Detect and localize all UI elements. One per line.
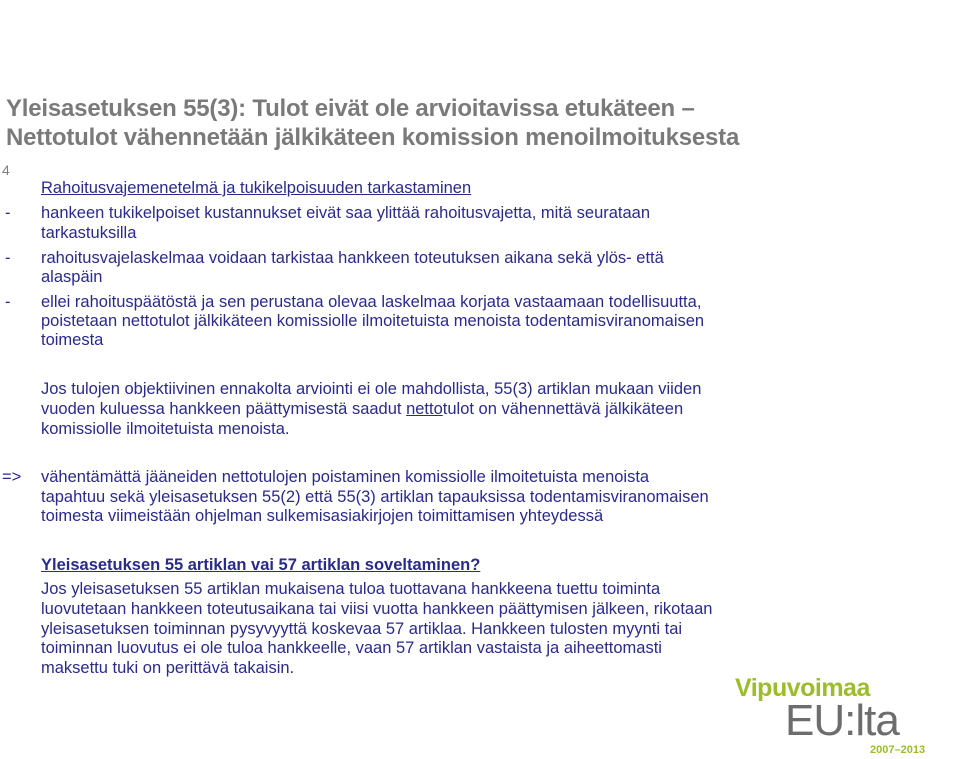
- bullet-2-line-2: alaspäin: [41, 268, 103, 286]
- page-number: 4: [2, 162, 10, 178]
- title-line-2: Nettotulot vähennetään jälkikäteen komission menoilmoituksesta: [6, 124, 740, 151]
- section2-line-2: luovutetaan hankkeen toteutusaikana tai viisi vuotta hankkeen päättymisen jälkeen, rikotaan: [41, 600, 713, 618]
- bullet-1-marker: -: [5, 204, 11, 222]
- bullet-3-line-1: ellei rahoituspäätöstä ja sen perustana olevaa laskelmaa korjata vastaamaan todellisuutta,: [41, 293, 702, 311]
- bullet-2-marker: -: [5, 249, 11, 267]
- bullet-1-line-1: hankeen tukikelpoiset kustannukset eivät saa ylittää rahoitusvajetta, mitä seurataan: [41, 204, 651, 222]
- vipuvoimaa-eu-logo: [735, 674, 935, 756]
- section2-line-4: toiminnan luovutus ei ole tuloa hankkeelle, vaan 57 artiklan vastaista ja aiheettomasti: [41, 639, 662, 657]
- section2-heading: Yleisasetuksen 55 artiklan vai 57 artiklan soveltaminen?: [41, 556, 481, 574]
- paragraph-1-line-3: komissiolle ilmoitetuista menoista.: [41, 420, 290, 438]
- paragraph-1-line-1: Jos tulojen objektiivinen ennakolta arviointi ei ole mahdollista, 55(3) artiklan mukaan viiden: [41, 380, 702, 398]
- paragraph-1-line-2-post: tulot on vähennettävä jälkikäteen: [442, 400, 684, 418]
- bullet-2-line-1: rahoitusvajelaskelmaa voidaan tarkistaa hankkeen toteutuksen aikana sekä ylös- että: [41, 249, 664, 267]
- bullet-3-marker: -: [5, 293, 11, 311]
- bullet-3-line-3: toimesta: [41, 331, 104, 349]
- conclusion-line-2: tapahtuu sekä yleisasetuksen 55(2) että 55(3) artiklan tapauksissa todentamisviranomaisen: [41, 488, 709, 506]
- section2-line-3: yleisasetuksen toiminnan pysyvyyttä koskevaa 57 artiklaa. Hankkeen tulosten myynti tai: [41, 620, 683, 638]
- section2-line-1: Jos yleisasetuksen 55 artiklan mukaisena tuloa tuottavana hankkeena tuettu toiminta: [41, 580, 661, 598]
- netto-underlined: netto: [406, 400, 443, 418]
- section1-heading: Rahoitusvajemenetelmä ja tukikelpoisuuden tarkastaminen: [41, 179, 472, 197]
- paragraph-1-line-2: [41, 400, 921, 420]
- logo-years-text: 2007–2013: [870, 744, 926, 756]
- bullet-3-line-2: poistetaan nettotulot jälkikäteen komissiolle ilmoitetuista menoista todentamisviranomaisen: [41, 312, 705, 330]
- conclusion-line-1: vähentämättä jääneiden nettotulojen poistaminen komissiolle ilmoitetuista menoista: [41, 468, 650, 486]
- conclusion-arrow: =>: [2, 468, 22, 486]
- bullet-1-line-2: tarkastuksilla: [41, 224, 137, 242]
- logo-vipuvoimaa-text: Vipuvoimaa: [735, 674, 870, 702]
- logo-eu-text: EU:lta: [785, 696, 899, 745]
- paragraph-1-line-2-pre: vuoden kuluessa hankkeen päättymisestä saadut: [41, 400, 407, 418]
- conclusion-line-3: toimesta viimeistään ohjelman sulkemisasiakirjojen toimittamisen yhteydessä: [41, 507, 604, 525]
- title-line-1: Yleisasetuksen 55(3): Tulot eivät ole arvioitavissa etukäteen –: [6, 95, 695, 122]
- section2-line-5: maksettu tuki on perittävä takaisin.: [41, 659, 295, 677]
